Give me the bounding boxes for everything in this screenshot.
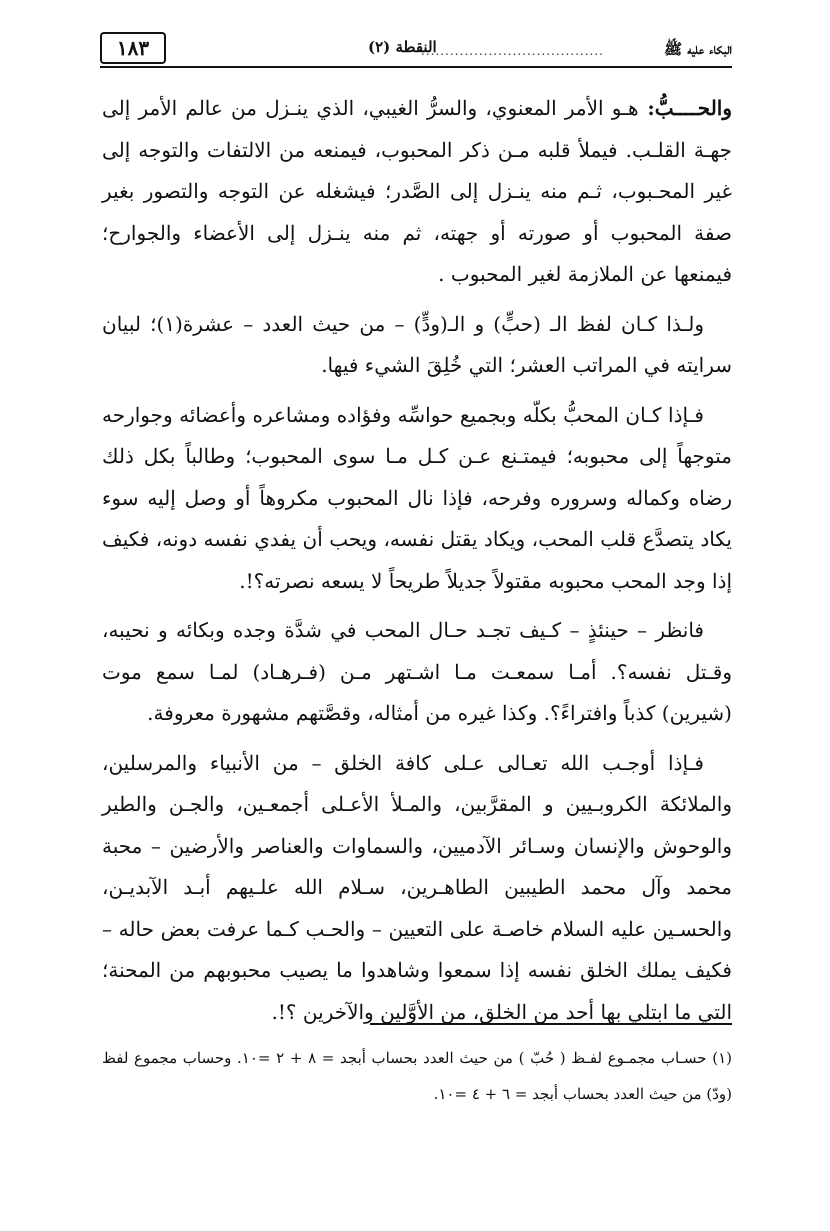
- chapter-title: النقطة (٢): [368, 38, 437, 56]
- body-text: [102, 88, 732, 1041]
- page-header: [100, 30, 732, 68]
- leader-dots: ......................................: [421, 44, 604, 58]
- paragraph: [102, 610, 732, 735]
- paragraph: [102, 88, 732, 296]
- footnote-separator: [370, 1023, 732, 1025]
- paragraph-text: فانظر – حينئذٍ – كـيف تجـد حـال المحب في شدَّة وجده وبكائه و نحيبه، وقـتل نفسه؟. أمـا سمعـت مـا اشـتهر مـن (فـرهـاد) لمـا سمع موت (شيرين) كذباً وافتراءً؟. وكذا غيره من أمثاله، وقصَّتهم مشهورة معروفة.: [102, 618, 732, 725]
- paragraph-text: فـإذا أوجـب الله تعـالى عـلى كافة الخلق – من الأنبياء والمرسلين، والملائكة الكروبـيين و المقرَّبين، والمـلأ الأعـلى أجمعـين، والجـن والطير والوحوش والإنسان وسـائر الآدميين، والسماوات والعناصر والأرضين – محبة محمد وآل محمد الطيبين الطاهـرين، سـلام الله علـيهم أبـد الآبديـن، والحسـين عليه السلام خاصـة على التعيين – والحـب كـما عرفت بعض حاله – فكيف يملك الخلق نفسه إذا سمعوا وشاهدوا ما يصيب محبوبهم من المحنة؛ التي ما ابتلي بها أحد من الخلق، من الأوَّلين والآخرين ؟!.: [102, 750, 732, 1024]
- paragraph-lead: والحــــبُّ:: [638, 96, 732, 120]
- paragraph: [102, 743, 732, 1034]
- paragraph-text: هـو الأمر المعنوي، والسرُّ الغيبي، الذي ينـزل من عالم الأمر إلى جهـة القلـب. فيملأ قلبه مـن ذكر المحبوب، فيمنعه من الالتفات والتوجه إلى غير المحـبوب، ثـم منه ينـزل إلى الصَّدر؛ فيشغله عن التوجه والتصور بغير صفة المحبوب أو صورته أو جهته، ثم منه ينـزل إلى الأعضاء والجوارح؛ فيمنعها عن الملازمة لغير المحبوب .: [102, 96, 732, 286]
- running-title: البكاء عليه ﷺ: [664, 40, 732, 58]
- footnote: (١) حسـاب مجمـوع لفـظ ( حُبّ ) من حيث العدد بحساب أبجد = ٨ + ٢ =١٠. وحساب مجموع لفظ (ودّ) من حيث العدد بحساب أبجد = ٦ + ٤ =١٠.: [102, 1049, 732, 1103]
- paragraph-text: ولـذا كـان لفظ الـ (حبٍّ) و الـ(ودٍّ) – من حيث العدد – عشرة(١)؛ لبيان سرايته في المراتب العشر؛ التي خُلِقَ الشيء فيها.: [102, 311, 732, 377]
- page-number: ١٨٣: [100, 32, 166, 64]
- paragraph-text: فـإذا كـان المحبُّ بكلّه وبجميع حواسِّه وفؤاده ومشاعره وأعضائه وجوارحه متوجهاً إلى محبوبه؛ فيمتـنع عـن كـل مـا سوى المحبوب؛ وطالباً بكل ذلك رضاه وكماله وسروره وفرحه، فإذا نال المحبوب مكروهاً أو وصل إليه سوء يكاد يتصدَّع قلب المحب، ويكاد يقتل نفسه، ويحب أن يفدي نفسه دونه، فكيف إذا وجد المحب محبوبه مقتولاً جديلاً طريحاً لا يسعه نصرته؟!.: [102, 402, 732, 593]
- paragraph: [102, 304, 732, 387]
- paragraph: [102, 395, 732, 603]
- header-rule: [100, 66, 732, 68]
